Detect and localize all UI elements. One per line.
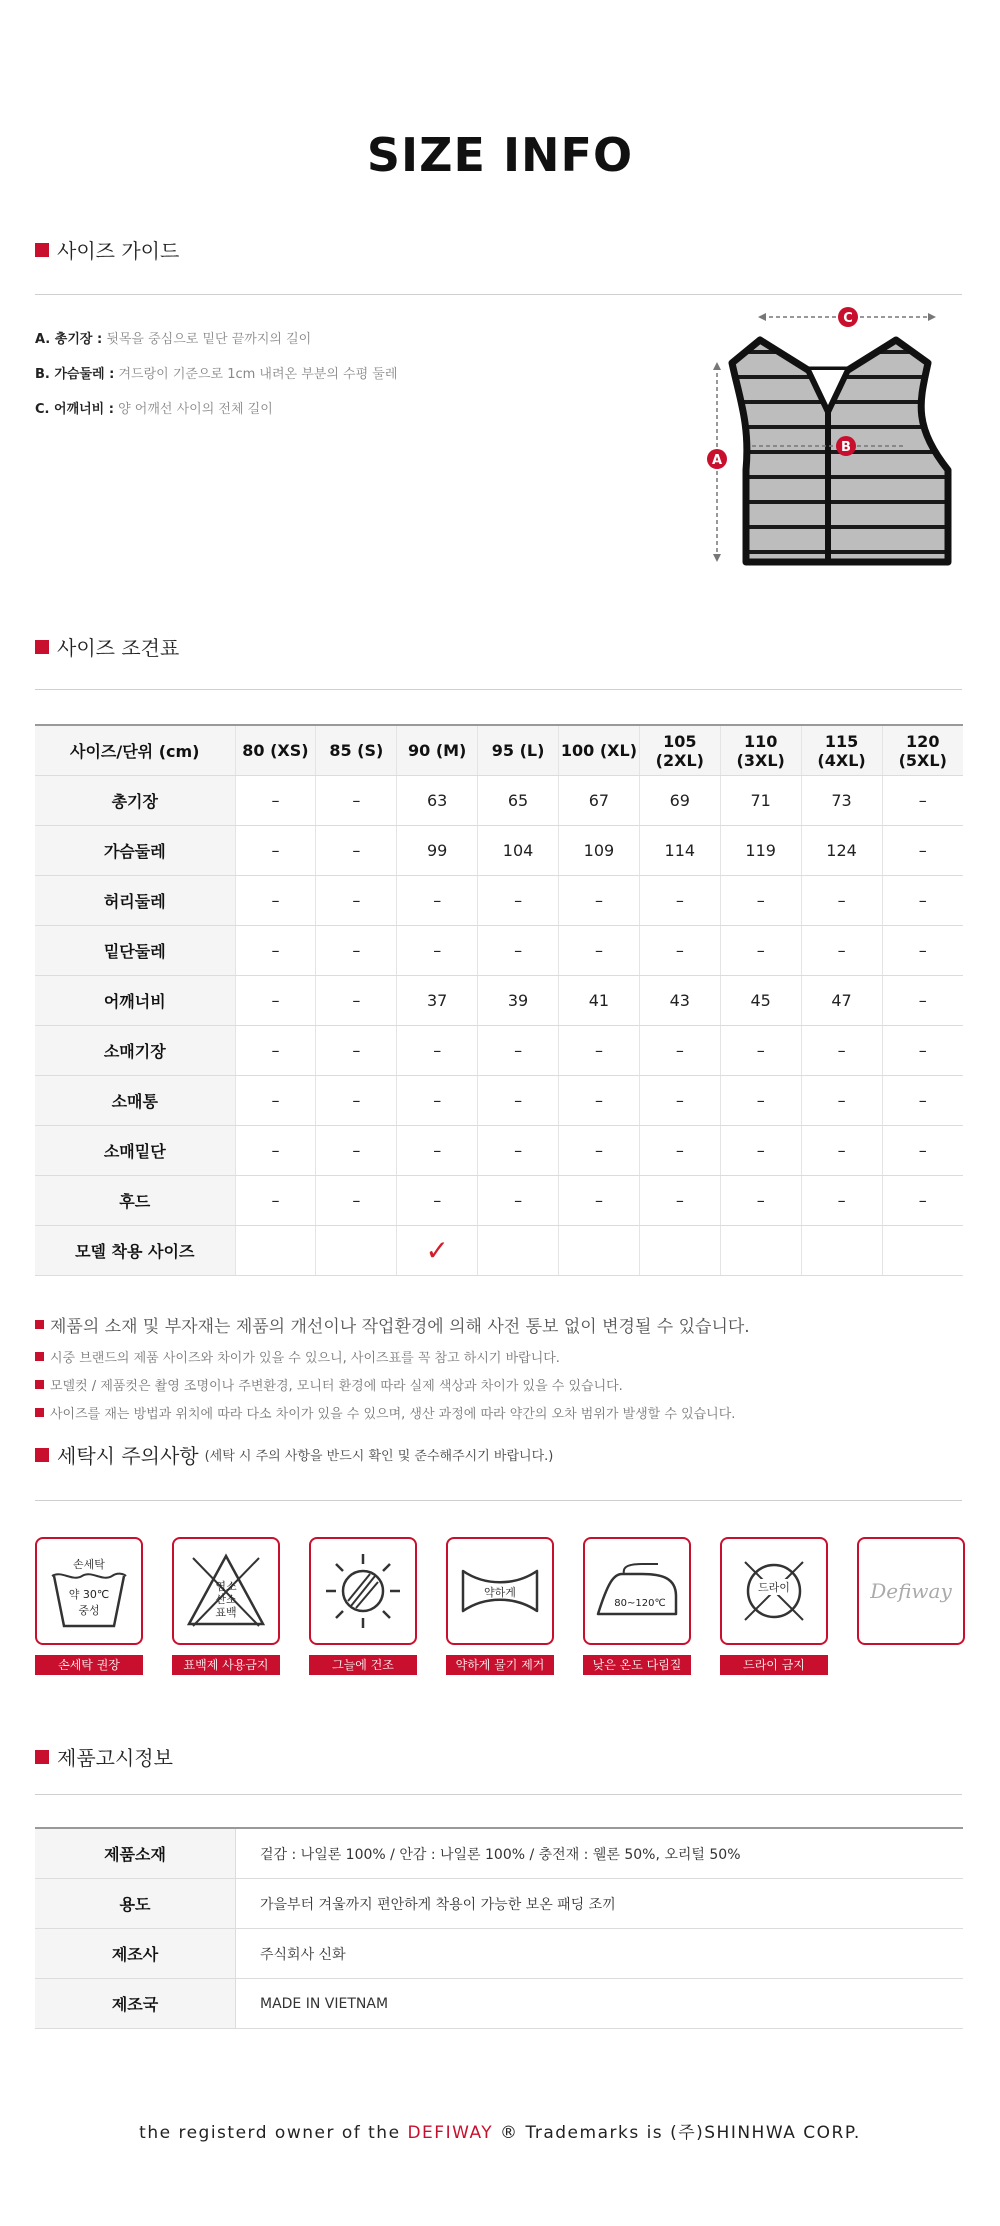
vest-diagram <box>700 300 960 570</box>
table-cell: – <box>639 1076 720 1126</box>
section-marker <box>35 640 49 654</box>
table-cell: – <box>235 826 316 876</box>
model-size-row: 모델 착용 사이즈 ✓ <box>35 1226 963 1276</box>
table-cell: 47 <box>801 976 882 1026</box>
table-cell: – <box>235 876 316 926</box>
table-cell: – <box>882 926 963 976</box>
table-cell: – <box>882 776 963 826</box>
table-row <box>35 1176 963 1226</box>
table-row: 제조국 MADE IN VIETNAM <box>35 1979 963 2029</box>
brand-name: DEFIWAY <box>407 2123 494 2143</box>
table-cell: – <box>882 976 963 1026</box>
wash-item-no-dry-clean: 드라이 드라이 금지 <box>720 1537 828 1675</box>
table-cell: – <box>397 1126 478 1176</box>
table-cell: – <box>720 1026 801 1076</box>
table-cell: – <box>397 926 478 976</box>
svg-text:80~120℃: 80~120℃ <box>614 1598 666 1609</box>
table-cell: – <box>478 926 559 976</box>
table-cell: 69 <box>639 776 720 826</box>
table-row: 제품소재 겉감 : 나일론 100% / 안감 : 나일론 100% / 충전재 : 웰론 50%, 오리털 50% <box>35 1828 963 1879</box>
brand-logo: Defiway <box>857 1537 965 1645</box>
table-cell: – <box>478 1026 559 1076</box>
table-cell: – <box>235 926 316 976</box>
table-cell: – <box>235 1126 316 1176</box>
table-header-row: 사이즈/단위 (cm) 80 (XS) 85 (S) 90 (M) 95 (L) 100 (XL) 105 (2XL) 110 (3XL) 115 (4XL) 120 (5XL) <box>35 725 963 776</box>
table-cell: – <box>397 1176 478 1226</box>
table-cell: – <box>235 1176 316 1226</box>
table-cell: – <box>801 1026 882 1076</box>
table-cell: – <box>316 776 397 826</box>
table-cell: 41 <box>559 976 640 1026</box>
washing-heading: 세탁시 주의사항 (세탁 시 주의 사항을 반드시 확인 및 준수해주시기 바랍니다.) <box>35 1440 553 1469</box>
wash-item-shade-dry: 그늘에 건조 <box>309 1537 417 1675</box>
table-cell: 124 <box>801 826 882 876</box>
row-label: 어깨너비 <box>35 976 235 1026</box>
notice-list <box>35 1312 750 1431</box>
shade-dry-icon <box>309 1537 417 1645</box>
check-icon: ✓ <box>425 1233 449 1267</box>
wash-item-low-iron: 80~120℃ 낮은 온도 다림질 <box>583 1537 691 1675</box>
notice-item: 시중 브랜드의 제품 사이즈와 차이가 있을 수 있으니, 사이즈표를 꼭 참고 하시기 바랍니다. <box>35 1347 750 1366</box>
table-cell: – <box>639 926 720 976</box>
table-cell: – <box>639 1026 720 1076</box>
svg-text:염소: 염소 <box>215 1580 237 1593</box>
table-row <box>35 776 963 826</box>
notice-item: 모델컷 / 제품컷은 촬영 조명이나 주변환경, 모니터 환경에 따라 실제 색상과 차이가 있을 수 있습니다. <box>35 1375 750 1394</box>
table-cell: – <box>882 876 963 926</box>
divider <box>35 1500 962 1501</box>
table-cell: – <box>316 976 397 1026</box>
table-cell: – <box>639 1126 720 1176</box>
table-row <box>35 826 963 876</box>
table-cell: – <box>397 1076 478 1126</box>
row-label: 소매밑단 <box>35 1126 235 1176</box>
row-label: 소매통 <box>35 1076 235 1126</box>
section-marker <box>35 1750 49 1764</box>
row-label: 밑단둘레 <box>35 926 235 976</box>
table-cell: – <box>316 876 397 926</box>
table-cell: 104 <box>478 826 559 876</box>
table-cell: – <box>882 1126 963 1176</box>
table-cell: 71 <box>720 776 801 826</box>
table-cell: 67 <box>559 776 640 826</box>
table-cell: – <box>720 876 801 926</box>
svg-text:드라이: 드라이 <box>758 1581 790 1594</box>
table-cell: – <box>316 1126 397 1176</box>
table-cell: – <box>559 1176 640 1226</box>
wash-item-brand <box>857 1537 965 1645</box>
page-title: SIZE INFO <box>366 128 634 182</box>
table-cell: 45 <box>720 976 801 1026</box>
product-info-heading: 제품고시정보 <box>35 1742 173 1771</box>
guide-item-c: C. 어깨너비 : 양 어깨선 사이의 전체 길이 <box>35 402 273 417</box>
table-cell: 109 <box>559 826 640 876</box>
table-cell: – <box>478 1076 559 1126</box>
table-cell: – <box>478 1126 559 1176</box>
gentle-wring-icon <box>446 1537 554 1645</box>
wash-item-gentle-wring: 약하게 약하게 물기 제거 <box>446 1537 554 1675</box>
table-row <box>35 876 963 926</box>
table-cell: – <box>316 1026 397 1076</box>
guide-item-b: B. 가슴둘레 : 겨드랑이 기준으로 1cm 내려온 부분의 수평 둘레 <box>35 367 398 382</box>
table-cell: – <box>720 1176 801 1226</box>
svg-text:A: A <box>711 453 723 468</box>
table-cell: – <box>559 1076 640 1126</box>
table-cell: – <box>801 876 882 926</box>
table-cell: 73 <box>801 776 882 826</box>
size-table-heading: 사이즈 조견표 <box>35 632 179 661</box>
size-table <box>35 724 963 1276</box>
wash-item-no-bleach: 염소 산소 표백 표백제 사용금지 <box>172 1537 280 1675</box>
table-cell: – <box>316 926 397 976</box>
svg-text:C: C <box>843 311 853 326</box>
table-cell: 119 <box>720 826 801 876</box>
table-cell: – <box>316 1176 397 1226</box>
no-bleach-icon <box>172 1537 280 1645</box>
table-cell: – <box>235 1076 316 1126</box>
table-cell: – <box>397 876 478 926</box>
table-cell: – <box>235 776 316 826</box>
divider <box>35 294 962 295</box>
table-row <box>35 926 963 976</box>
table-cell: – <box>801 1176 882 1226</box>
table-row <box>35 1026 963 1076</box>
table-cell: – <box>720 1076 801 1126</box>
table-cell: – <box>639 876 720 926</box>
table-cell: 99 <box>397 826 478 876</box>
svg-text:약하게: 약하게 <box>484 1586 516 1599</box>
table-cell: – <box>316 1076 397 1126</box>
trademark-footer: the registerd owner of the DEFIWAY ® Trademarks is (주)SHINHWA CORP. <box>139 2123 861 2143</box>
row-label: 가슴둘레 <box>35 826 235 876</box>
table-cell: – <box>316 826 397 876</box>
row-label: 소매기장 <box>35 1026 235 1076</box>
table-row <box>35 1126 963 1176</box>
table-cell: – <box>720 926 801 976</box>
table-cell: – <box>882 1026 963 1076</box>
svg-text:B: B <box>841 440 851 455</box>
table-cell: 43 <box>639 976 720 1026</box>
section-marker <box>35 1448 49 1462</box>
table-cell: – <box>559 1026 640 1076</box>
svg-text:손세탁: 손세탁 <box>73 1558 105 1571</box>
table-cell: 114 <box>639 826 720 876</box>
table-cell: – <box>235 976 316 1026</box>
notice-item: 사이즈를 재는 방법과 위치에 따라 다소 차이가 있을 수 있으며, 생산 과정에 따라 약간의 오차 범위가 발생할 수 있습니다. <box>35 1403 750 1422</box>
table-cell: – <box>720 1126 801 1176</box>
product-info-table <box>35 1827 963 2029</box>
table-cell: – <box>478 876 559 926</box>
table-cell: – <box>559 926 640 976</box>
table-cell: – <box>639 1176 720 1226</box>
wash-item-hand-wash: 손세탁 약 30℃ 중성 손세탁 권장 <box>35 1537 143 1675</box>
size-guide-heading: 사이즈 가이드 <box>35 235 179 264</box>
hand-wash-icon <box>35 1537 143 1645</box>
table-cell: – <box>801 1076 882 1126</box>
table-cell: – <box>397 1026 478 1076</box>
table-cell: 65 <box>478 776 559 826</box>
svg-text:약 30℃: 약 30℃ <box>68 1588 110 1601</box>
table-cell: – <box>559 876 640 926</box>
divider <box>35 689 962 690</box>
table-row <box>35 976 963 1026</box>
notice-item: 제품의 소재 및 부자재는 제품의 개선이나 작업환경에 의해 사전 통보 없이 변경될 수 있습니다. <box>35 1312 750 1337</box>
guide-item-a: A. 총기장 : 뒷목을 중심으로 밑단 끝까지의 길이 <box>35 332 312 347</box>
svg-text:산소: 산소 <box>215 1593 237 1606</box>
table-cell: 39 <box>478 976 559 1026</box>
table-cell: – <box>801 1126 882 1176</box>
table-row <box>35 1076 963 1126</box>
table-cell: – <box>559 1126 640 1176</box>
svg-text:표백: 표백 <box>215 1606 237 1619</box>
table-row: 용도 가을부터 겨울까지 편안하게 착용이 가능한 보온 패딩 조끼 <box>35 1879 963 1929</box>
row-label: 허리둘레 <box>35 876 235 926</box>
table-cell: – <box>478 1176 559 1226</box>
table-cell: – <box>801 926 882 976</box>
section-marker <box>35 243 49 257</box>
table-cell: 63 <box>397 776 478 826</box>
divider <box>35 1794 962 1795</box>
table-cell: – <box>882 1176 963 1226</box>
table-row: 제조사 주식회사 신화 <box>35 1929 963 1979</box>
table-cell: 37 <box>397 976 478 1026</box>
iron-icon <box>583 1537 691 1645</box>
table-cell: – <box>882 1076 963 1126</box>
table-cell: – <box>235 1026 316 1076</box>
no-dry-clean-icon <box>720 1537 828 1645</box>
svg-text:중성: 중성 <box>78 1604 100 1617</box>
row-label: 총기장 <box>35 776 235 826</box>
row-label: 후드 <box>35 1176 235 1226</box>
table-cell: – <box>882 826 963 876</box>
